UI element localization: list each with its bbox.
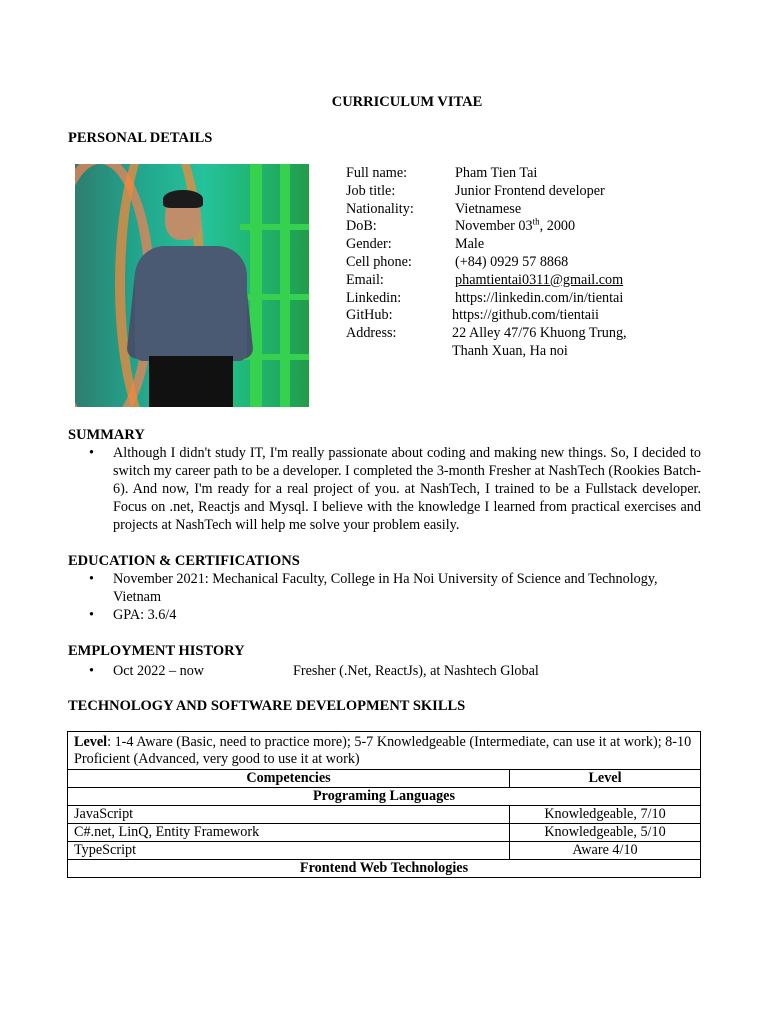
dob-year: , 2000 bbox=[539, 218, 576, 235]
education-list bbox=[89, 570, 701, 624]
skill-level: Aware 4/10 bbox=[510, 842, 701, 860]
profile-photo bbox=[75, 164, 309, 407]
phone-label: Cell phone: bbox=[346, 253, 412, 270]
address-line2: Thanh Xuan, Ha noi bbox=[452, 342, 568, 359]
dob-month: November 03 bbox=[455, 218, 533, 235]
job-title-value: Junior Frontend developer bbox=[455, 182, 605, 199]
table-header-row bbox=[68, 770, 701, 788]
gender-label: Gender: bbox=[346, 236, 392, 253]
column-header-competencies: Competencies bbox=[68, 770, 510, 788]
heading-skills: TECHNOLOGY AND SOFTWARE DEVELOPMENT SKILLS bbox=[68, 698, 466, 714]
table-row bbox=[68, 806, 701, 824]
group-frontend-web-technologies: Frontend Web Technologies bbox=[68, 860, 701, 878]
heading-education: EDUCATION & CERTIFICATIONS bbox=[68, 553, 300, 569]
employment-item bbox=[89, 662, 701, 680]
group-row bbox=[68, 860, 701, 878]
table-row bbox=[68, 824, 701, 842]
nationality-label: Nationality: bbox=[346, 200, 414, 217]
employment-role: Fresher (.Net, ReactJs), at Nashtech Global bbox=[293, 663, 539, 679]
heading-employment: EMPLOYMENT HISTORY bbox=[68, 643, 245, 659]
full-name-label: Full name: bbox=[346, 165, 408, 181]
employment-period: Oct 2022 – now bbox=[113, 663, 205, 679]
summary-item: • Although I didn't study IT, I'm really passionate about coding and making new things. So, I decided to switch my career path to be a developer. I completed the 3-month Fresher at NashTech (Rookies Batch-6). And now, I'm ready for a real project of you. at NashTech, I trained to be a Fullstack developer. Focus on .net, Reactjs and Mysql. I believe with the knowledge I learned from practical exercises and projects at NashTech will help me solve your problem easily. bbox=[89, 444, 701, 534]
skills-table bbox=[67, 731, 701, 878]
dob-suffix: th bbox=[532, 216, 540, 227]
skill-name: C#.net, LinQ, Entity Framework bbox=[68, 824, 510, 842]
email-label: Email: bbox=[346, 271, 384, 288]
linkedin-value: https://linkedin.com/in/tientai bbox=[455, 289, 624, 306]
dob-label: DoB: bbox=[346, 218, 377, 235]
column-header-level: Level bbox=[510, 770, 701, 788]
gender-value: Male bbox=[455, 236, 485, 253]
group-programming-languages: Programing Languages bbox=[68, 788, 701, 806]
nationality-value: Vietnamese bbox=[455, 200, 522, 217]
education-item: • GPA: 3.6/4 bbox=[89, 606, 701, 624]
full-name-value: Pham Tien Tai bbox=[455, 165, 538, 181]
dob-value bbox=[455, 217, 575, 235]
skill-level: Knowledgeable, 7/10 bbox=[510, 806, 701, 824]
level-legend-label: Level bbox=[74, 734, 108, 750]
skill-name: JavaScript bbox=[68, 806, 510, 824]
level-legend-row bbox=[68, 732, 701, 770]
phone-value: (+84) 0929 57 8868 bbox=[455, 253, 569, 270]
email-link[interactable]: phamtientai0311@gmail.com bbox=[455, 271, 624, 288]
linkedin-label: Linkedin: bbox=[346, 289, 402, 306]
summary-list bbox=[89, 444, 701, 534]
level-legend-text: : 1-4 Aware (Basic, need to practice more); 5-7 Knowledgeable (Intermediate, can use it at work); 8-10 Proficient (Advanced, very good to use it at work) bbox=[74, 734, 692, 767]
job-title-label: Job title: bbox=[346, 182, 396, 199]
document-title: CURRICULUM VITAE bbox=[331, 94, 483, 110]
heading-summary: SUMMARY bbox=[68, 427, 145, 443]
level-legend bbox=[68, 732, 701, 770]
heading-personal-details: PERSONAL DETAILS bbox=[68, 130, 213, 146]
skill-level: Knowledgeable, 5/10 bbox=[510, 824, 701, 842]
employment-list bbox=[89, 662, 701, 680]
address-label: Address: bbox=[346, 325, 397, 342]
skill-name: TypeScript bbox=[68, 842, 510, 860]
github-value: https://github.com/tientaii bbox=[452, 307, 599, 324]
address-line1: 22 Alley 47/76 Khuong Trung, bbox=[452, 325, 627, 342]
group-row bbox=[68, 788, 701, 806]
education-item: • November 2021: Mechanical Faculty, College in Ha Noi University of Science and Technology, Vietnam bbox=[89, 570, 701, 606]
table-row bbox=[68, 842, 701, 860]
github-label: GitHub: bbox=[346, 307, 393, 324]
